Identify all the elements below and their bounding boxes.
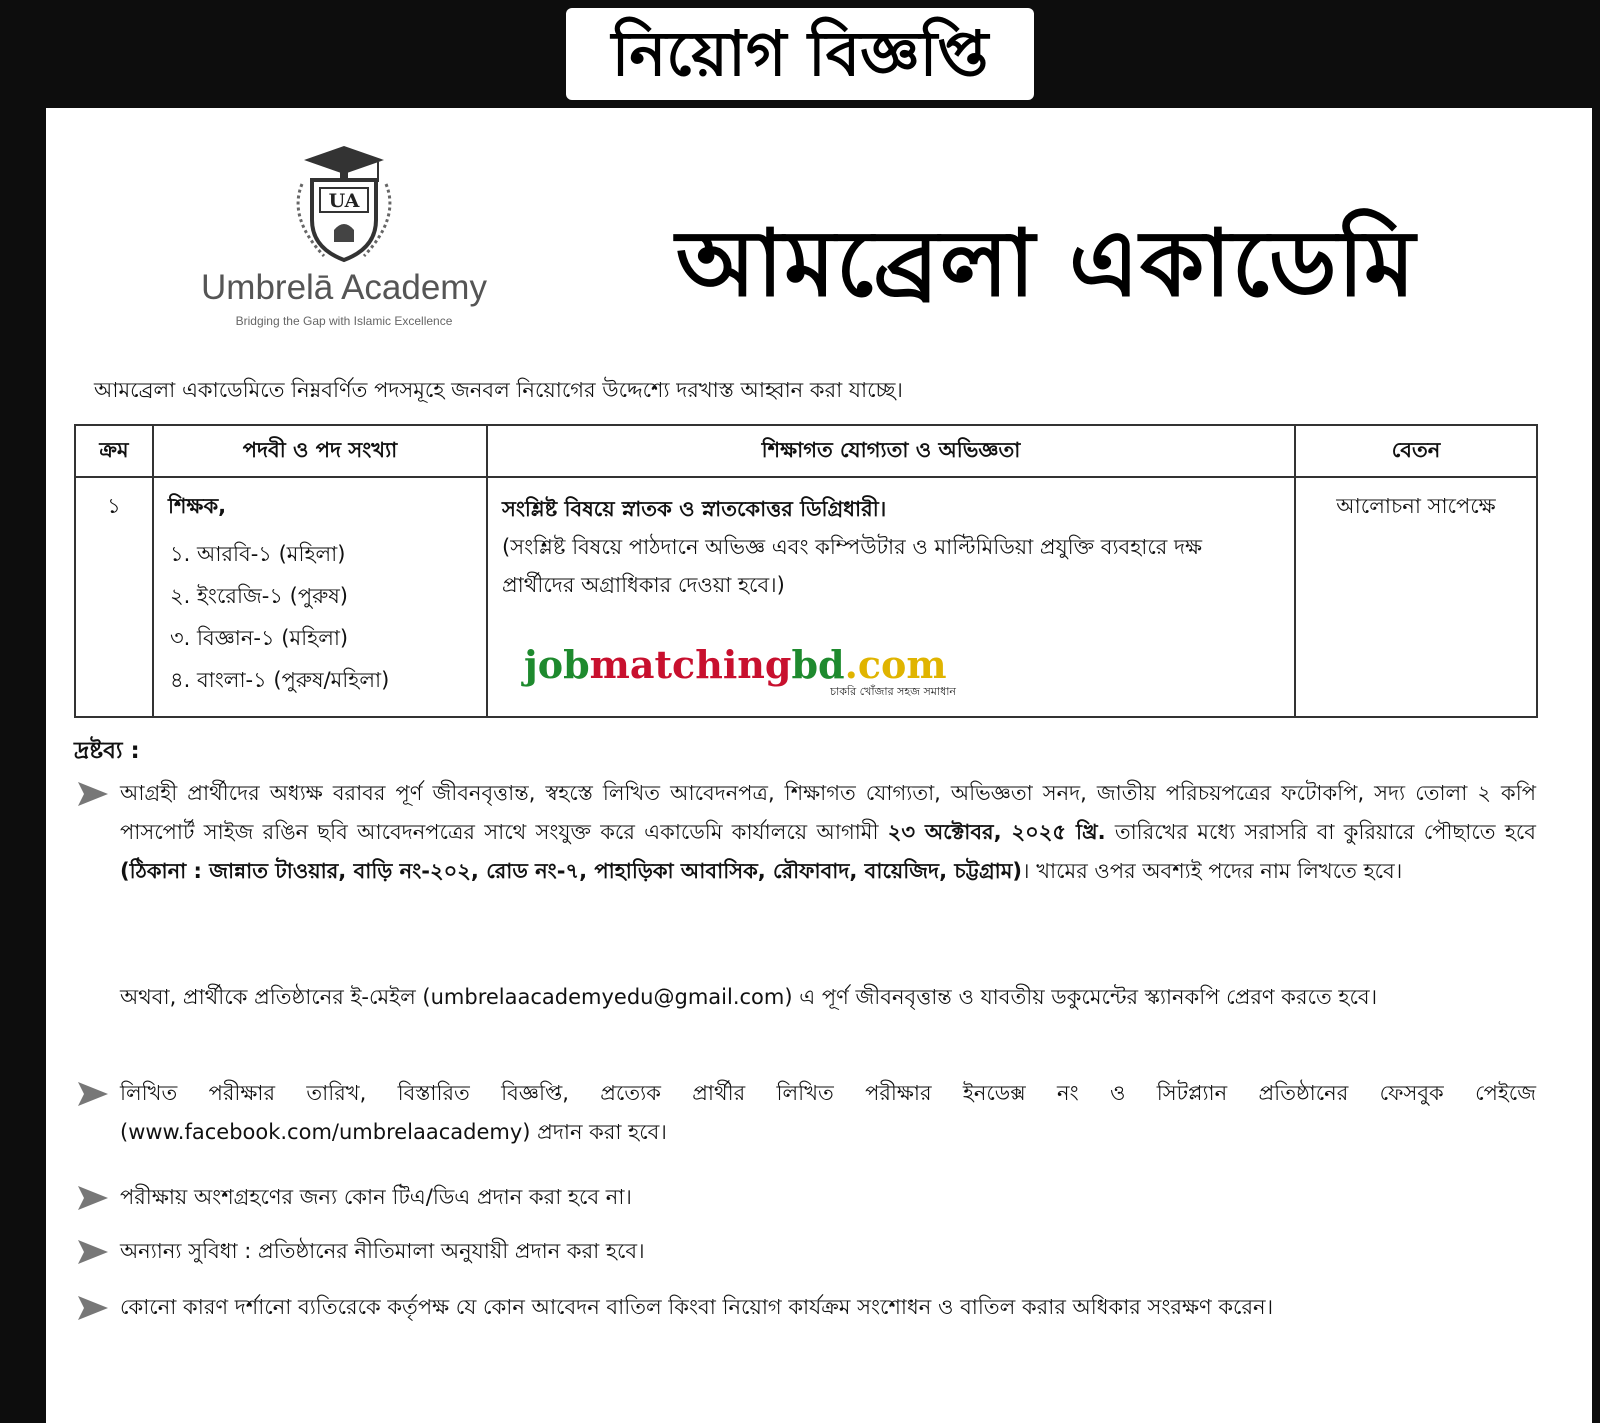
post-item: ৪. বাংলা-১ (পুরুষ/মহিলা) bbox=[170, 668, 390, 692]
notice-title: নিয়োগ বিজ্ঞপ্তি bbox=[566, 8, 1035, 100]
note-body: অন্যান্য সুবিধা : প্রতিষ্ঠানের নীতিমালা অনুযায়ী প্রদান করা হবে। bbox=[120, 1239, 645, 1263]
note-email bbox=[76, 978, 1536, 1017]
header-serial: ক্রম bbox=[75, 425, 153, 477]
notes-label: দ্রষ্টব্য : bbox=[74, 738, 140, 764]
note-item bbox=[76, 1178, 1536, 1217]
cell-salary: আলোচনা সাপেক্ষে bbox=[1295, 477, 1537, 717]
note-item bbox=[76, 1074, 1536, 1152]
post-item: ৩. বিজ্ঞান-১ (মহিলা) bbox=[170, 626, 349, 650]
post-title: শিক্ষক, bbox=[168, 494, 227, 518]
note-body: কোনো কারণ দর্শানো ব্যতিরেকে কর্তৃপক্ষ যে কোন আবেদন বাতিল কিংবা নিয়োগ কার্যক্রম সংশোধন ও বাতিল করার অধিকার সংরক্ষণ করেন। bbox=[120, 1295, 1274, 1319]
arrow-bullet-icon bbox=[76, 780, 110, 808]
qualification-main: সংশ্লিষ্ট বিষয়ে স্নাতক ও স্নাতকোত্তর ডিগ্রিধারী। bbox=[502, 497, 887, 521]
qualification-note: (সংশ্লিষ্ট বিষয়ে পাঠদানে অভিজ্ঞ এবং কম্পিউটার ও মাল্টিমিডিয়া প্রযুক্তি ব্যবহারে দক্ষ প্রার্থীদের অগ্রাধিকার দেওয়া হবে।) bbox=[502, 535, 1203, 597]
intro-text: আমব্রেলা একাডেমিতে নিম্নবর্ণিত পদসমূহে জনবল নিয়োগের উদ্দেশ্যে দরখাস্ত আহ্বান করা যাচ্ছে। bbox=[94, 378, 903, 402]
wm-part-com: .com bbox=[844, 642, 947, 687]
watermark-subtitle: চাকরি খোঁজার সহজ সমাধান bbox=[830, 685, 956, 698]
crest-icon bbox=[274, 138, 414, 268]
note-body: পরীক্ষায় অংশগ্রহণের জন্য কোন টিএ/ডিএ প্রদান করা হবে না। bbox=[120, 1185, 632, 1209]
arrow-bullet-icon bbox=[76, 1184, 110, 1212]
wm-part-job: job bbox=[524, 642, 590, 687]
note-body: অথবা, প্রার্থীকে প্রতিষ্ঠানের ই-মেইল (umbrelaacademyedu@gmail.com) এ পূর্ণ জীবনবৃত্তান্ত ও যাবতীয় ডকুমেন্টের স্ক্যানকপি প্রেরণ করতে হবে। bbox=[120, 985, 1378, 1009]
header-salary: বেতন bbox=[1295, 425, 1537, 477]
academy-title: আমব্রেলা একাডেমি bbox=[675, 209, 1417, 317]
watermark-text bbox=[524, 642, 964, 687]
watermark-logo bbox=[524, 642, 964, 702]
table-header-row bbox=[75, 425, 1537, 477]
note-body: লিখিত পরীক্ষার তারিখ, বিস্তারিত বিজ্ঞপ্তি, প্রত্যেক প্রার্থীর লিখিত পরীক্ষার ইনডেক্স নং ও সিটপ্ল্যান প্রতিষ্ঠানের ফেসবুক পেইজে (www.facebook.com/umbrelaacademy) প্রদান করা হবে। bbox=[120, 1081, 1536, 1144]
wm-part-bd: bd bbox=[791, 642, 845, 687]
note-item bbox=[76, 1288, 1536, 1327]
brand-name: Umbrelā Academy bbox=[201, 268, 487, 307]
note-item bbox=[76, 774, 1536, 891]
header-band bbox=[0, 0, 1600, 108]
note-body: আগ্রহী প্রার্থীদের অধ্যক্ষ বরাবর পূর্ণ জীবনবৃত্তান্ত, স্বহস্তে লিখিত আবেদনপত্র, শিক্ষাগত যোগ্যতা, অভিজ্ঞতা সনদ, জাতীয় পরিচয়পত্রের ফটোকপি, সদ্য তোলা ২ কপি পাসপোর্ট সাইজ রঙিন ছবি আবেদনপত্রের সাথে সংযুক্ত করে একাডেমি কার্যালয়ে আগামী ২৩ অক্টোবর, ২০২৫ খ্রি. তারিখের মধ্যে সরাসরি বা কুরিয়ারে পৌছাতে হবে (ঠিকানা : জান্নাত টাওয়ার, বাড়ি নং-২০২, রোড নং-৭, পাহাড়িকা আবাসিক, রৌফাবাদ, বায়েজিদ, চট্টগ্রাম)। খামের ওপর অবশ্যই পদের নাম লিখতে হবে। bbox=[120, 781, 1536, 883]
deadline-date: ২৩ অক্টোবর, ২০২৫ খ্রি. bbox=[887, 820, 1106, 844]
arrow-bullet-icon bbox=[76, 1294, 110, 1322]
academy-logo bbox=[154, 138, 534, 348]
arrow-bullet-icon bbox=[76, 1238, 110, 1266]
wm-part-matching: matching bbox=[589, 642, 792, 687]
crest-text: UA bbox=[328, 190, 360, 212]
note-item bbox=[76, 1232, 1536, 1271]
arrow-bullet-icon bbox=[76, 1080, 110, 1108]
post-item: ১. আরবি-১ (মহিলা) bbox=[170, 542, 346, 566]
post-item: ২. ইংরেজি-১ (পুরুষ) bbox=[170, 584, 348, 608]
header-qualification: শিক্ষাগত যোগ্যতা ও অভিজ্ঞতা bbox=[487, 425, 1295, 477]
notice-paper bbox=[46, 108, 1592, 1423]
cell-post bbox=[153, 477, 487, 717]
address: (ঠিকানা : জান্নাত টাওয়ার, বাড়ি নং-২০২, রোড নং-৭, পাহাড়িকা আবাসিক, রৌফাবাদ, বায়েজিদ, চট্টগ্রাম) bbox=[120, 859, 1023, 883]
cell-serial: ১ bbox=[75, 477, 153, 717]
header-post: পদবী ও পদ সংখ্যা bbox=[153, 425, 487, 477]
brand-tagline: Bridging the Gap with Islamic Excellence bbox=[235, 314, 453, 328]
